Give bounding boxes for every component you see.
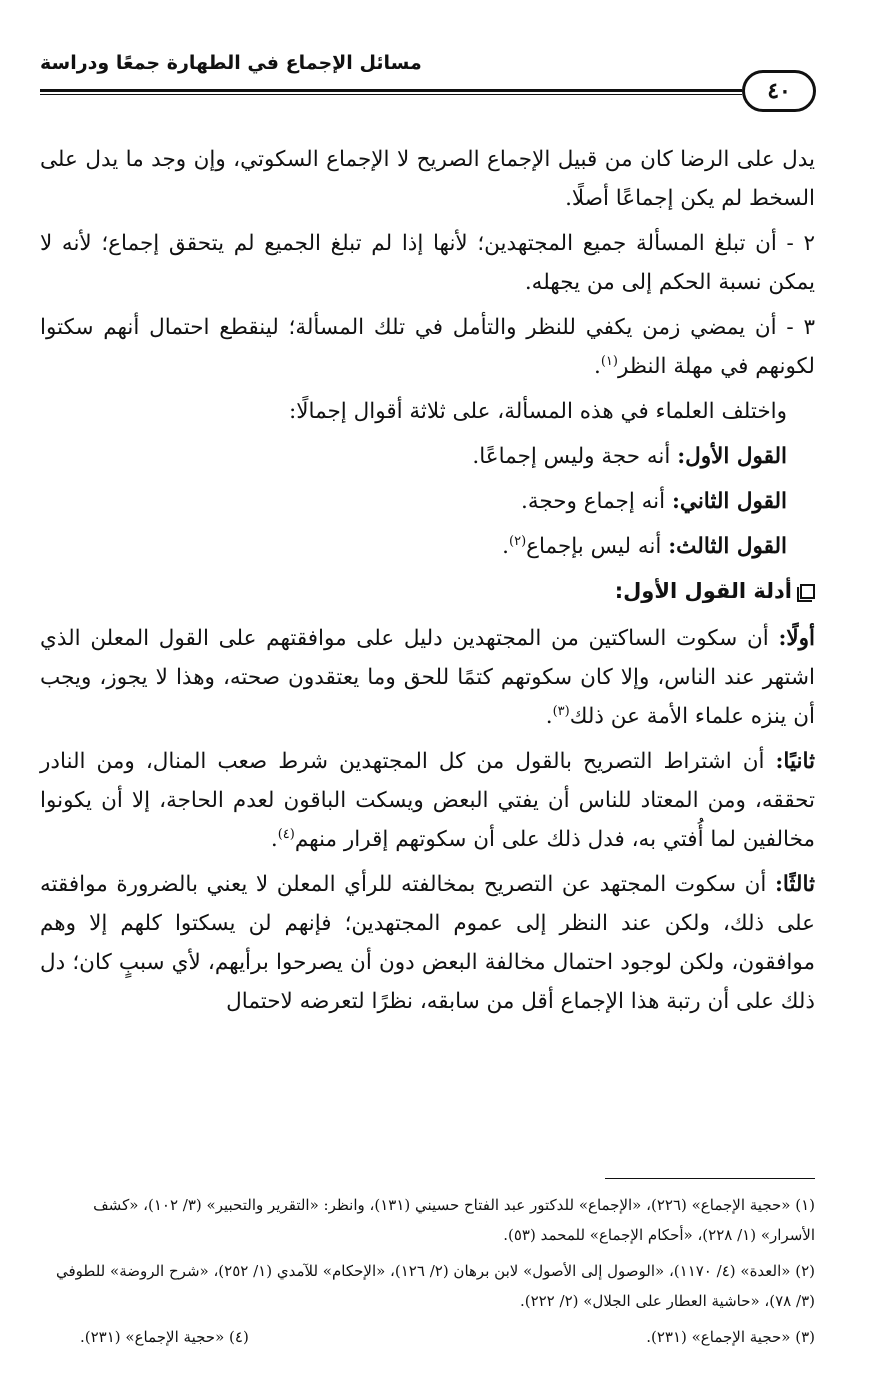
footnote-separator xyxy=(605,1178,815,1179)
evidence-1 xyxy=(40,619,815,736)
opinion-2-text: أنه إجماع وحجة. xyxy=(520,489,672,514)
footnote-3: (٣) «حجية الإجماع» (٢٣١). xyxy=(646,1328,815,1346)
footnote-1: (١) «حجية الإجماع» (٢٢٦)، «الإجماع» للدكتور عبد الفتاح حسيني (١٣١)، وانظر: «التقرير والتحبير» (٣/ ١٠٢)، «كشف الأسرار» (١/ ٢٢٨)، «أحكام الإجماع» للمحمد (٥٣). xyxy=(93,1196,815,1244)
opinion-1-text: أنه حجة وليس إجماعًا. xyxy=(472,444,678,469)
footnote-ref-4[interactable]: (٤) xyxy=(277,826,295,842)
opinions-intro: واختلف العلماء في هذه المسألة، على ثلاثة أقوال إجمالًا: xyxy=(289,399,787,424)
condition-2: ٢ - أن تبلغ المسألة جميع المجتهدين؛ لأنها إذا لم تبلغ الجميع لم يتحقق إجماع؛ لأنه لا يمكن نسبة الحكم إلى من يجهله. xyxy=(40,231,815,295)
opinion-2-label: القول الثاني: xyxy=(671,489,787,514)
opinion-1 xyxy=(40,437,815,476)
page-number: ٤٠ xyxy=(742,70,816,112)
opinion-1-label: القول الأول: xyxy=(677,444,787,469)
condition-3-text: ٣ - أن يمضي زمن يكفي للنظر والتأمل في تلك المسألة؛ لينقطع احتمال أنهم سكتوا لكونهم في مهلة النظر xyxy=(40,315,815,379)
evidence-1-text: أن سكوت الساكتين من المجتهدين دليل على موافقتهم على القول المعلن الذي اشتهر عند الناس، وإلا كان سكوتهم كتمًا للحق وما يعتقدون صحته، وهذا لا يجوز، ويجب أن ينزه علماء الأمة عن ذلك xyxy=(40,626,815,729)
period: . xyxy=(502,534,509,559)
evidence-2 xyxy=(40,742,815,859)
footnote-2: (٢) «العدة» (٤/ ١١٧٠)، «الوصول إلى الأصول» لابن برهان (٢/ ١٢٦)، «الإحكام» للآمدي (١/ ٢٥٢)، «شرح الروضة» للطوفي (٣/ ٧٨)، «حاشية العطار على الجلال» (٢/ ٢٢٢). xyxy=(55,1262,815,1310)
period: . xyxy=(545,704,553,729)
opinion-2 xyxy=(40,482,815,521)
evidence-3 xyxy=(40,865,815,1021)
evidence-1-label: أولًا: xyxy=(778,626,815,651)
evidence-2-label: ثانيًا: xyxy=(775,749,815,774)
square-bullet-icon xyxy=(800,584,815,599)
condition-3 xyxy=(40,308,815,386)
footnotes-3-4 xyxy=(40,1322,815,1352)
running-title: مسائل الإجماع في الطهارة جمعًا ودراسة xyxy=(40,52,422,74)
footnote-4: (٤) «حجية الإجماع» (٢٣١). xyxy=(80,1328,249,1346)
paragraph-continuation: يدل على الرضا كان من قبيل الإجماع الصريح لا الإجماع السكوتي، وإن وجد ما يدل على السخط لم يكن إجماعًا أصلًا. xyxy=(40,147,815,211)
body-text xyxy=(40,140,815,1027)
evidence-3-label: ثالثًا: xyxy=(774,872,815,897)
opinion-3-label: القول الثالث: xyxy=(668,534,787,559)
header-rule xyxy=(40,89,742,95)
opinion-3 xyxy=(40,527,815,566)
evidence-3-text: أن سكوت المجتهد عن التصريح بمخالفته للرأي المعلن لا يعني بالضرورة موافقته على ذلك، ولكن عند النظر إلى عموم المجتهدين؛ فإنهم لن يسكتوا كلهم إلا وهم موافقون، ولكن لوجود احتمال مخالفة البعض دون أن يصرحوا برأيهم، لأي سببٍ كان؛ دل ذلك على أن رتبة هذا الإجماع أقل من سابقه، نظرًا لتعرضه لاحتمال xyxy=(40,872,815,1014)
section-heading xyxy=(40,572,815,611)
footnote-ref-3[interactable]: (٣) xyxy=(552,703,570,719)
period: . xyxy=(270,827,278,852)
period: . xyxy=(593,354,601,379)
section-heading-text: أدلة القول الأول: xyxy=(614,579,792,603)
opinion-3-text: أنه ليس بإجماع xyxy=(526,534,669,559)
footnote-ref-2[interactable]: (٢) xyxy=(509,533,527,549)
footnotes xyxy=(40,1190,815,1358)
footnote-ref-1[interactable]: (١) xyxy=(600,353,618,369)
evidence-2-text: أن اشتراط التصريح بالقول من كل المجتهدين شرط صعب المنال، ومن النادر تحققه، ومن المعتاد للناس أن يفتي البعض ويسكت الباقون لعدم الحاجة، إلا أن يكونوا مخالفين لما أُفتي به، فدل ذلك على أن سكوتهم إقرار منهم xyxy=(40,749,815,852)
